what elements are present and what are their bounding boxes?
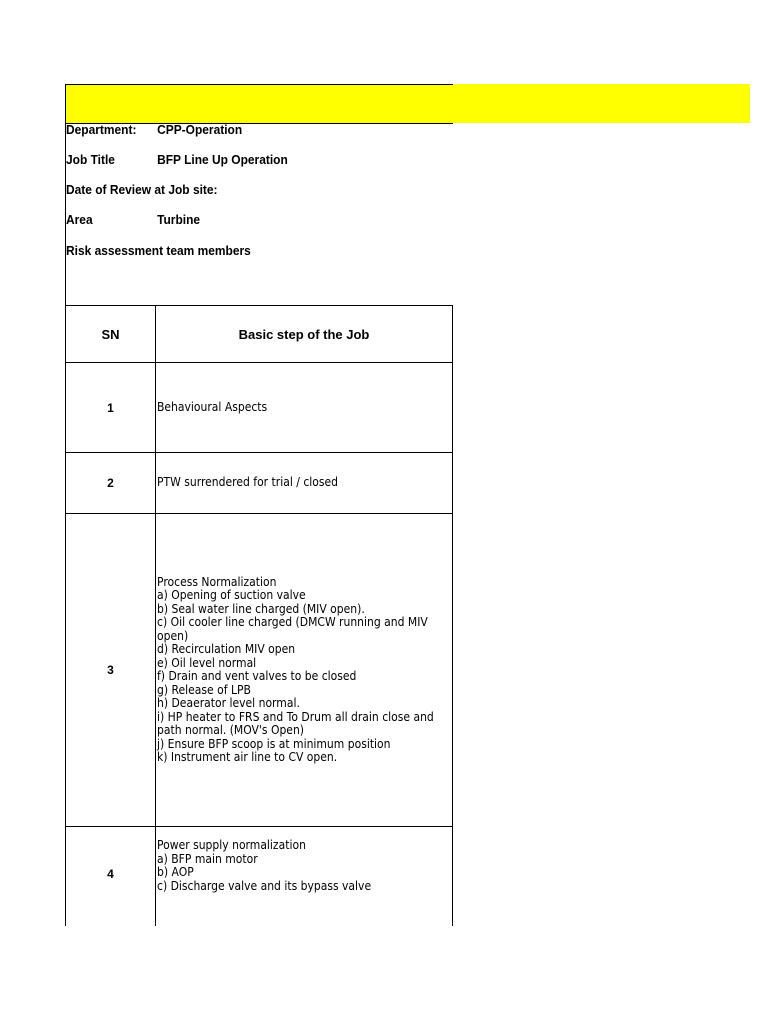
step-line: b) AOP	[157, 865, 194, 879]
step-line: j) Ensure BFP scoop is at minimum position	[157, 736, 391, 751]
row-3-sn: 3	[107, 663, 114, 677]
step-line: Process Normalization	[157, 574, 277, 589]
step-line: a) Opening of suction valve	[157, 588, 306, 602]
step-line: path normal. (MOV's Open)	[157, 723, 305, 737]
row-2-sn: 2	[107, 476, 114, 490]
department-row	[66, 122, 242, 138]
step-line: c) Oil cooler line charged (DMCW running and MIV	[157, 615, 428, 629]
step-line: b) Seal water line charged (MIV open).	[157, 601, 365, 616]
step-line: h) Deaerator level normal.	[157, 696, 300, 710]
row-4-step	[157, 839, 452, 895]
area-label: Area	[66, 212, 93, 227]
review-date-label: Date of Review at Job site:	[66, 182, 218, 197]
review-date-row	[66, 182, 218, 198]
step-line: c) Discharge valve and its bypass valve	[157, 878, 372, 893]
step-line: a) BFP main motor	[157, 851, 258, 866]
step-line: d) Recirculation MIV open	[157, 642, 296, 656]
job-title-row	[66, 152, 288, 168]
area-value: Turbine	[157, 212, 201, 227]
department-value: CPP-Operation	[157, 122, 243, 137]
step-line: g) Release of LPB	[157, 682, 251, 697]
area-row	[66, 212, 200, 228]
row-4-sn: 4	[107, 867, 114, 881]
job-title-label: Job Title	[66, 152, 115, 167]
step-line: Behavioural Aspects	[157, 399, 268, 414]
column-header-sn: SN	[101, 326, 120, 342]
step-line: f) Drain and vent valves to be closed	[157, 669, 357, 683]
team-label: Risk assessment team members	[66, 243, 251, 258]
step-line: i) HP heater to FRS and To Drum all drain close and	[157, 709, 434, 724]
step-line: e) Oil level normal	[157, 655, 257, 670]
team-row	[66, 243, 251, 259]
top-border	[65, 84, 453, 85]
job-title-value: BFP Line Up Operation	[157, 152, 288, 167]
row-1-sn: 1	[107, 400, 114, 415]
column-header-step: Basic step of the Job	[238, 326, 370, 342]
row-2-step	[157, 453, 452, 513]
row-1-step	[157, 363, 452, 452]
step-line: PTW surrendered for trial / closed	[157, 475, 339, 490]
step-line: k) Instrument air line to CV open.	[157, 750, 338, 764]
step-line: Power supply normalization	[157, 838, 306, 852]
title-band	[65, 84, 750, 123]
step-line: open)	[157, 628, 189, 643]
row-3-step	[157, 514, 452, 826]
department-label: Department:	[66, 122, 137, 137]
column-divider	[155, 305, 156, 926]
